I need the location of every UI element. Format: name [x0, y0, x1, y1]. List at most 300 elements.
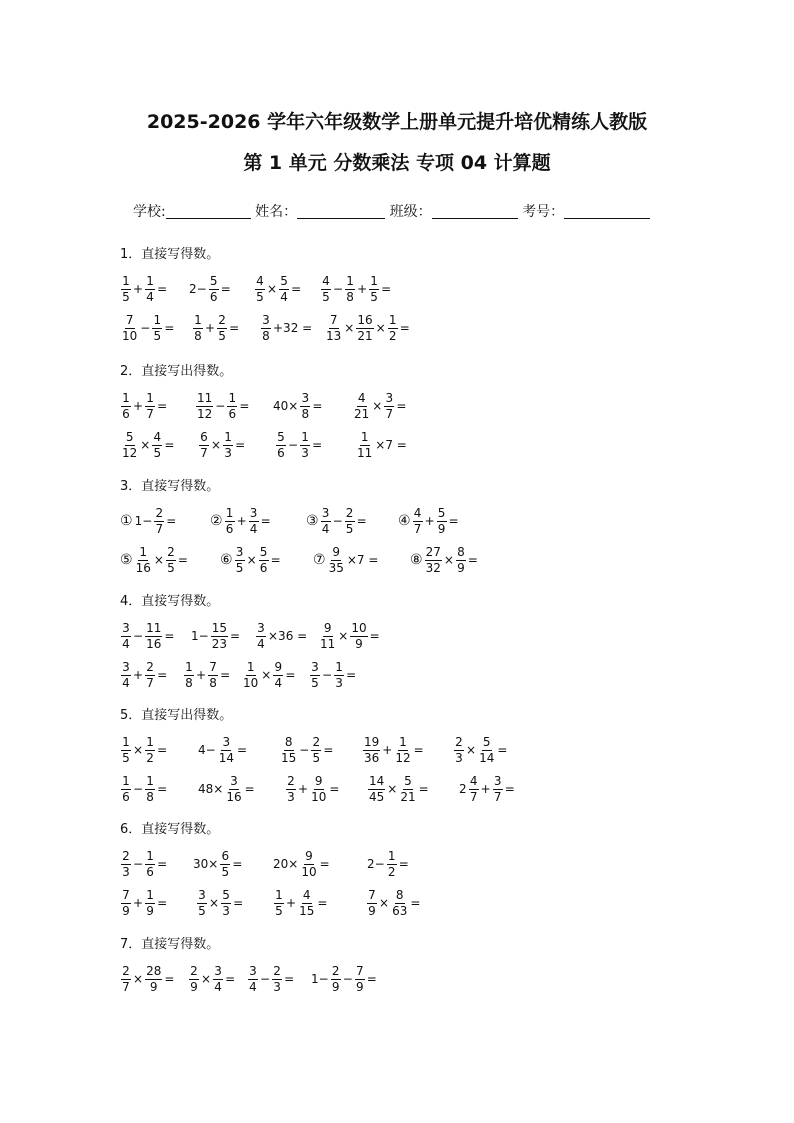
operator: = — [396, 399, 407, 413]
numerator: 3 — [249, 963, 257, 978]
problem-row — [120, 772, 515, 806]
numerator: 2 — [312, 734, 321, 749]
numerator: 1 — [146, 848, 154, 863]
operator: 1− — [191, 629, 209, 643]
numerator: 9 — [332, 544, 341, 559]
denominator: 21 — [354, 406, 370, 421]
operator: = — [225, 972, 236, 986]
numerator: 2 — [331, 963, 340, 978]
denominator: 5 — [312, 750, 321, 765]
numerator: 7 — [125, 312, 134, 327]
section-title: 2．直接写出得数。 — [120, 364, 233, 379]
fraction — [493, 774, 503, 805]
fraction — [121, 735, 131, 766]
denominator: 12 — [395, 750, 411, 765]
denominator: 5 — [153, 328, 162, 343]
fraction — [248, 964, 258, 995]
student-info-line — [133, 201, 650, 221]
denominator: 5 — [122, 750, 130, 765]
operator: = — [398, 857, 409, 871]
denominator: 35 — [328, 560, 344, 575]
denominator: 4 — [249, 979, 257, 994]
math-problem — [255, 619, 308, 653]
numerator: 1 — [122, 390, 130, 405]
operator: = — [164, 972, 175, 986]
denominator: 9 — [122, 903, 130, 918]
fraction — [197, 888, 207, 919]
numerator: 1 — [224, 429, 232, 444]
fraction — [387, 849, 397, 880]
operator: = — [317, 896, 328, 910]
numerator: 3 — [122, 659, 130, 674]
denominator: 4 — [274, 675, 283, 690]
numerator: 5 — [222, 887, 230, 902]
operator: = — [381, 282, 392, 296]
denominator: 5 — [345, 521, 354, 536]
operator: + — [382, 743, 393, 757]
operator: = — [157, 668, 168, 682]
numerator: 3 — [235, 544, 244, 559]
fraction — [209, 274, 219, 305]
numerator: 5 — [437, 505, 446, 520]
fraction — [121, 888, 131, 919]
operator: = — [418, 782, 429, 796]
problem-row — [120, 847, 409, 881]
math-problem — [120, 619, 175, 653]
operator: = — [239, 399, 250, 413]
operator: 20× — [273, 857, 299, 871]
fraction — [145, 660, 155, 691]
fraction — [274, 888, 284, 919]
fraction — [213, 964, 223, 995]
denominator: 6 — [225, 521, 234, 536]
denominator: 5 — [275, 903, 283, 918]
numerator: 4 — [357, 390, 366, 405]
fraction — [325, 313, 342, 344]
numerator: 8 — [457, 544, 465, 559]
numerator: 1 — [388, 312, 397, 327]
fraction — [121, 964, 131, 995]
fraction — [145, 391, 155, 422]
operator: 1− — [134, 514, 153, 528]
denominator: 10 — [122, 328, 138, 343]
fraction — [193, 313, 203, 344]
numerator: 3 — [198, 887, 206, 902]
operator: = — [157, 399, 168, 413]
math-problem — [241, 658, 296, 692]
numerator: 9 — [323, 620, 332, 635]
denominator: 9 — [368, 903, 376, 918]
problem-row — [120, 962, 377, 996]
operator: + — [133, 896, 144, 910]
fraction — [367, 888, 377, 919]
fraction — [152, 313, 162, 344]
operator: = — [220, 282, 231, 296]
fraction — [425, 545, 442, 576]
numerator: 1 — [146, 887, 154, 902]
problem-index: ⑧ — [410, 552, 423, 568]
denominator: 15 — [299, 903, 315, 918]
operator: − — [133, 629, 144, 643]
fraction — [456, 545, 466, 576]
operator: + — [196, 668, 207, 682]
numerator: 3 — [214, 963, 222, 978]
fraction — [145, 621, 162, 652]
operator: ×7 = — [346, 553, 379, 567]
math-problem — [120, 886, 168, 920]
denominator: 23 — [211, 636, 227, 651]
fraction — [154, 506, 164, 537]
operator: = — [284, 972, 295, 986]
numerator: 2 — [218, 312, 226, 327]
denominator: 9 — [331, 979, 340, 994]
numerator: 11 — [197, 390, 213, 405]
numerator: 3 — [321, 505, 330, 520]
operator: + — [357, 282, 368, 296]
numerator: 2 — [455, 734, 463, 749]
problem-index: ④ — [398, 513, 411, 529]
denominator: 4 — [321, 521, 330, 536]
math-problem — [120, 428, 175, 462]
math-problem — [195, 389, 250, 423]
fraction — [121, 274, 131, 305]
fraction — [145, 849, 155, 880]
fraction — [300, 391, 310, 422]
operator: × — [375, 321, 386, 335]
denominator: 4 — [146, 289, 154, 304]
numerator: 1 — [246, 659, 255, 674]
denominator: 5 — [256, 289, 264, 304]
numerator: 5 — [209, 273, 218, 288]
denominator: 12 — [197, 406, 213, 421]
denominator: 7 — [122, 979, 130, 994]
numerator: 1 — [146, 734, 154, 749]
problem-index: ③ — [306, 513, 319, 529]
operator: × — [201, 972, 212, 986]
fraction — [255, 274, 265, 305]
exercise-section — [120, 246, 410, 350]
operator: 1− — [311, 972, 329, 986]
operator: 40× — [273, 399, 299, 413]
numerator: 1 — [185, 659, 193, 674]
operator: 2− — [367, 857, 385, 871]
numerator: 2 — [122, 963, 130, 978]
numerator: 3 — [249, 505, 258, 520]
math-problem — [198, 428, 246, 462]
denominator: 32 — [425, 560, 441, 575]
denominator: 5 — [370, 289, 378, 304]
operator: 30× — [193, 857, 219, 871]
problem-row — [120, 543, 478, 577]
operator: = — [164, 438, 175, 452]
fraction — [249, 506, 259, 537]
numerator: 2 — [287, 773, 295, 788]
fraction — [279, 274, 289, 305]
operator: = — [448, 514, 459, 528]
math-problem — [355, 428, 408, 462]
operator: − — [140, 321, 151, 335]
numerator: 3 — [122, 620, 130, 635]
math-problem — [120, 847, 168, 881]
denominator: 6 — [146, 864, 154, 879]
denominator: 8 — [185, 675, 193, 690]
problem-index: ① — [120, 513, 133, 529]
operator: × — [267, 282, 278, 296]
numerator: 19 — [364, 734, 380, 749]
operator: + — [205, 321, 216, 335]
numerator: 1 — [346, 273, 354, 288]
denominator: 63 — [392, 903, 408, 918]
fraction — [355, 964, 365, 995]
exercise-section — [120, 707, 515, 811]
fraction — [384, 391, 394, 422]
denominator: 8 — [301, 406, 310, 421]
numerator: 9 — [314, 773, 323, 788]
section-title: 6．直接写得数。 — [120, 822, 220, 837]
operator: = — [229, 629, 241, 643]
denominator: 9 — [149, 979, 158, 994]
operator: × — [387, 782, 398, 796]
denominator: 7 — [385, 406, 394, 421]
fraction — [152, 430, 162, 461]
denominator: 6 — [122, 789, 130, 804]
operator: = — [177, 553, 188, 567]
numerator: 1 — [139, 544, 148, 559]
operator: × — [133, 972, 144, 986]
denominator: 5 — [122, 289, 130, 304]
class-blank[interactable] — [432, 204, 518, 219]
numerator: 1 — [370, 273, 378, 288]
denominator: 2 — [146, 750, 154, 765]
fraction — [394, 735, 411, 766]
problem-index: ② — [210, 513, 223, 529]
numerator: 3 — [311, 659, 319, 674]
operator: = — [369, 629, 380, 643]
numerator: 2 — [167, 544, 175, 559]
page-subtitle: 第 1 单元 分数乘法 专项 04 计算题 — [243, 152, 551, 174]
exercise-section — [120, 478, 478, 582]
fraction — [225, 506, 235, 537]
numerator: 1 — [122, 773, 130, 788]
numerator: 5 — [259, 544, 268, 559]
denominator: 6 — [228, 406, 237, 421]
operator: = — [312, 399, 323, 413]
numerator: 9 — [305, 848, 313, 863]
denominator: 3 — [335, 675, 343, 690]
operator: 48× — [198, 782, 224, 796]
section-title: 5．直接写出得数。 — [120, 708, 233, 723]
operator: − — [133, 857, 144, 871]
operator: = — [235, 438, 246, 452]
fraction — [121, 621, 131, 652]
operator: × — [338, 629, 349, 643]
numerator: 2 — [190, 963, 198, 978]
math-problem — [120, 962, 175, 996]
fraction — [413, 506, 423, 537]
math-problem — [362, 733, 425, 767]
denominator: 16 — [135, 560, 151, 575]
fraction — [225, 774, 242, 805]
numerator: 2 — [122, 848, 130, 863]
denominator: 5 — [167, 560, 175, 575]
math-problem — [188, 272, 232, 306]
denominator: 9 — [146, 903, 154, 918]
numerator: 4 — [153, 429, 162, 444]
operator: = — [346, 668, 357, 682]
numerator: 1 — [301, 429, 309, 444]
numerator: 1 — [122, 734, 130, 749]
fraction — [221, 888, 231, 919]
math-problem — [366, 886, 421, 920]
numerator: 5 — [125, 429, 134, 444]
problem-index: ⑤ — [120, 552, 133, 568]
math-problem — [367, 772, 430, 806]
operator: = — [497, 743, 508, 757]
operator: − — [342, 972, 353, 986]
denominator: 9 — [355, 979, 364, 994]
fraction — [368, 774, 385, 805]
numerator: 3 — [385, 390, 394, 405]
fraction — [121, 430, 138, 461]
math-problem — [272, 847, 331, 881]
school-label: 学校: — [133, 204, 166, 220]
school-blank[interactable] — [166, 204, 251, 219]
denominator: 9 — [437, 521, 446, 536]
operator: − — [215, 399, 226, 413]
numerator: 1 — [153, 312, 162, 327]
operator: = — [467, 553, 478, 567]
math-problem — [120, 733, 168, 767]
fraction — [276, 430, 286, 461]
fraction — [223, 430, 233, 461]
denominator: 8 — [346, 289, 354, 304]
fraction — [242, 660, 259, 691]
operator: × — [140, 438, 151, 452]
operator: − — [333, 282, 344, 296]
numerator: 28 — [146, 963, 162, 978]
math-problem — [190, 619, 241, 653]
fraction — [135, 545, 152, 576]
numerator: 5 — [404, 773, 412, 788]
fraction — [310, 774, 327, 805]
problem-row — [120, 733, 508, 767]
math-problem — [398, 504, 460, 538]
numerator: 2 — [273, 963, 281, 978]
operator: 4− — [198, 743, 216, 757]
numerator: 1 — [228, 390, 237, 405]
name-blank[interactable] — [297, 204, 385, 219]
denominator: 3 — [273, 979, 281, 994]
name-label: 姓名： — [255, 204, 298, 220]
problem-row — [120, 504, 459, 538]
numerator: 5 — [482, 734, 491, 749]
fraction — [259, 545, 269, 576]
fraction — [356, 430, 373, 461]
exercise-section — [120, 363, 407, 467]
numerator: 8 — [284, 734, 293, 749]
numerator: 10 — [351, 620, 367, 635]
operator: = — [413, 743, 424, 757]
denominator: 16 — [146, 636, 162, 651]
math-problem — [120, 543, 189, 577]
operator: = — [504, 782, 515, 796]
math-problem — [220, 543, 282, 577]
math-problem — [410, 543, 479, 577]
numerator: 4 — [413, 505, 422, 520]
fraction — [121, 391, 131, 422]
operator: = — [166, 514, 177, 528]
numerator: 1 — [225, 505, 234, 520]
math-problem — [197, 772, 256, 806]
numerator: 5 — [277, 429, 285, 444]
fraction — [331, 964, 341, 995]
numerator: 11 — [146, 620, 162, 635]
numerator: 7 — [329, 312, 338, 327]
denominator: 3 — [301, 445, 309, 460]
denominator: 45 — [369, 789, 385, 804]
fraction — [321, 274, 331, 305]
fraction — [328, 545, 345, 576]
fraction — [300, 849, 317, 880]
denominator: 4 — [249, 521, 258, 536]
numerator: 4 — [302, 887, 311, 902]
math-problem — [320, 272, 392, 306]
exercise-section — [120, 821, 421, 925]
operator: = — [220, 668, 231, 682]
numerator: 7 — [355, 963, 364, 978]
denominator: 4 — [122, 675, 130, 690]
operator: × — [153, 553, 164, 567]
fraction — [363, 735, 380, 766]
operator: = — [291, 282, 302, 296]
denominator: 16 — [226, 789, 242, 804]
fraction — [121, 313, 138, 344]
fraction — [437, 506, 447, 537]
denominator: 21 — [357, 328, 373, 343]
denominator: 8 — [209, 675, 217, 690]
denominator: 10 — [311, 789, 327, 804]
operator: = — [323, 743, 334, 757]
operator: 2 — [459, 782, 467, 796]
operator: = — [356, 514, 367, 528]
fraction — [478, 735, 495, 766]
numerator: 2 — [345, 505, 354, 520]
math-problem — [366, 847, 410, 881]
problem-row — [120, 428, 407, 462]
math-problem — [313, 543, 379, 577]
denominator: 7 — [146, 406, 154, 421]
operator: − — [299, 743, 310, 757]
numerator: 27 — [425, 544, 441, 559]
numerator: 15 — [211, 620, 227, 635]
fraction — [121, 774, 131, 805]
denominator: 14 — [479, 750, 495, 765]
math-problem — [183, 658, 231, 692]
fraction — [199, 430, 209, 461]
fraction — [286, 774, 296, 805]
numerator: 3 — [493, 773, 502, 788]
math-problem — [210, 504, 272, 538]
fraction — [391, 888, 408, 919]
operator: = — [260, 514, 271, 528]
operator: = — [157, 282, 168, 296]
operator: = — [329, 782, 340, 796]
denominator: 5 — [218, 328, 226, 343]
fraction — [256, 621, 266, 652]
numerator: 2 — [146, 659, 154, 674]
operator: × — [443, 553, 454, 567]
exam-number-blank[interactable] — [564, 204, 650, 219]
